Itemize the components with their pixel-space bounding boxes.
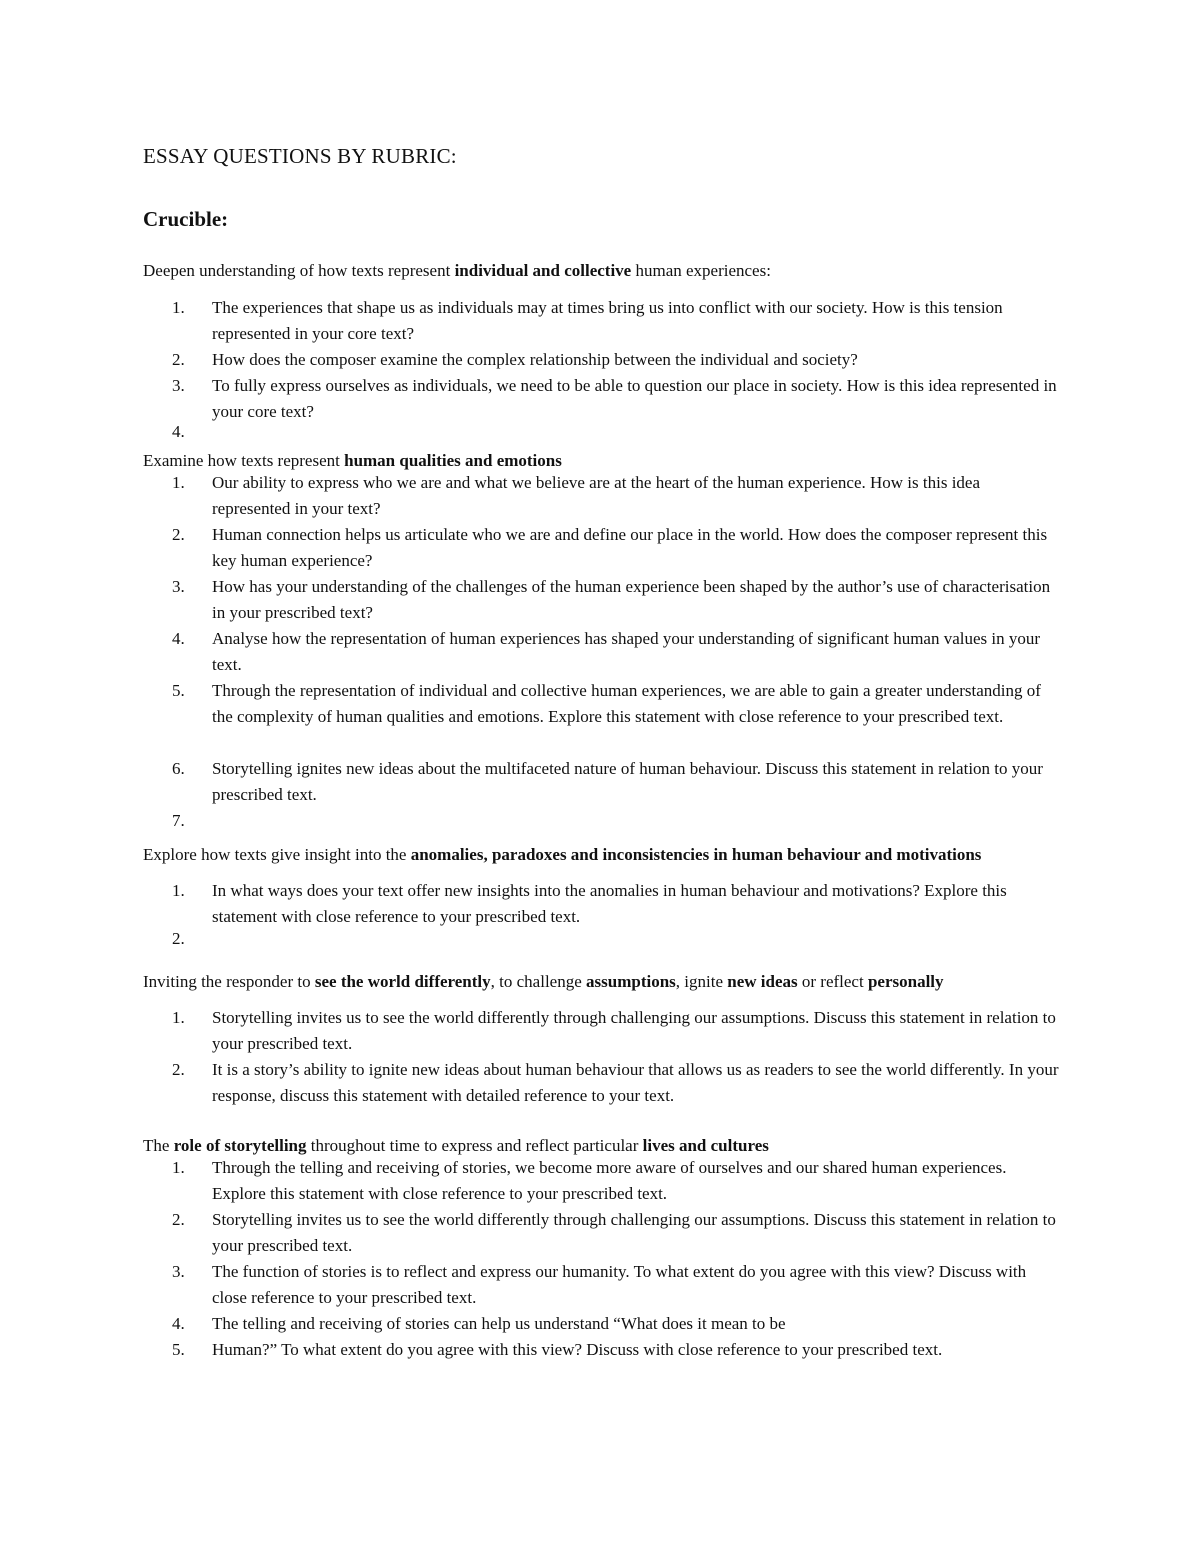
section-5-intro: The role of storytelling throughout time to express and reflect particular lives and cultures bbox=[143, 1136, 769, 1155]
document-title: ESSAY QUESTIONS BY RUBRIC: bbox=[143, 144, 457, 168]
section-2-intro: Examine how texts represent human qualities and emotions bbox=[143, 451, 562, 470]
document-page: ESSAY QUESTIONS BY RUBRIC: Crucible: Deepen understanding of how texts represent individual and collective human experiences: 1. The experiences that shape us as individuals may at times bring us into conflict with our society. How is this tension represented in your core text? 2. How does the composer examine the complex relationship between the individual and society? 3. To fully express ourselves as individuals, we need to be able to question our place in society. How is this idea represented in your core text? 4. Examine how texts represent human qualities and emotions 1. Our ability to express who we are and what we believe are at the heart of the human experience. How is this idea represented in your text? 2. Human connection helps us articulate who we are and define our place in the world. How does the composer represent this key human experience? 3. How has your understanding of the challenges of the human experience been shaped by the author’s use of characterisation in your prescribed text? 4. Analyse how the representation of human experiences has shaped your understanding of significant human values in your text. 5. Through the representation of individual and collective human experiences, we are able to gain a greater understanding of the complexity of human qualities and emotions. Explore this statement with close reference to your prescribed text. 6. Storytelling ignites new ideas about the multifaceted nature of human behaviour. Discuss this statement in relation to your prescribed text. 7. Explore how texts give insight into the anomalies, paradoxes and inconsistencies in human behaviour and motivations 1. In what ways does your text offer new insights into the anomalies in human behaviour and motivations? Explore this statement with close reference to your prescribed text. 2. Inviting the responder to see the world differently, to challenge assumptions, ignite new ideas or reflect personally 1. Storytelling invites us to see the world differently through challenging our assumptions. Discuss this statement in relation to your prescribed text. 2. It is a story’s ability to ignite new ideas about human behaviour that allows us as readers to see the world differently. In your response, discuss this statement with detailed reference to your text. The role of storytelling throughout time to express and reflect particular lives and cultures 1. Through the telling and receiving of stories, we become more aware of ourselves and our shared human experiences. Explore this statement with close reference to your prescribed text. 2. Storytelling invites us to see the world differently through challenging our assumptions. Discuss this statement in relation to your prescribed text. 3. The function of stories is to reflect and express our humanity. To what extent do you agree with this view? Discuss with close reference to your prescribed text. 4. The telling and receiving of stories can help us understand “What does it mean to be 5. Human?” To what extent do you agree with this view? Discuss with close reference to your prescribed text. bbox=[143, 144, 1059, 1359]
section-3-intro: Explore how texts give insight into the anomalies, paradoxes and inconsistencies in human behaviour and motivations bbox=[143, 845, 982, 864]
section-1-intro: Deepen understanding of how texts represent individual and collective human experiences: bbox=[143, 261, 771, 280]
section-4-intro: Inviting the responder to see the world differently, to challenge assumptions, ignite new ideas or reflect personally bbox=[143, 972, 944, 991]
document-subtitle: Crucible: bbox=[143, 207, 229, 231]
